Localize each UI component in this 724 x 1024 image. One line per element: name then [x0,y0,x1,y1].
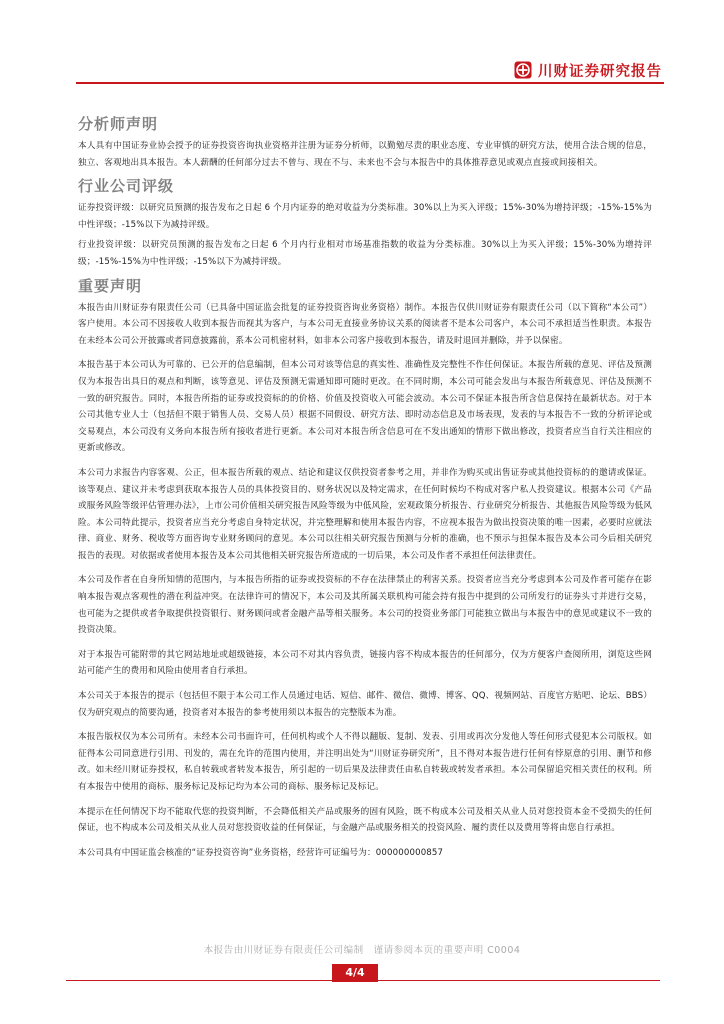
page-number-badge: 4/4 [332,964,378,982]
brand-name: 川财证券研究报告 [538,63,662,80]
security-rating-paragraph: 证券投资评级：以研究员预测的报告发布之日起 6 个月内证券的绝对收益为分类标准。30%以上为买入评级；15%-30%为增持评级；-15%-15%为中性评级；-15%以下为减持评级。 [78,203,652,230]
analyst-statement-section [78,113,652,171]
important-paragraph: 本公司关于本报告的提示（包括但不限于本公司工作人员通过电话、短信、邮件、微信、微博、博客、QQ、视频网站、百度官方贴吧、论坛、BBS）仅为研究观点的简要沟通，投资者对本报告的参考使用须以本报告的完整版本为准。 [78,691,652,718]
important-paragraph: 本报告基于本公司认为可靠的、已公开的信息编制，但本公司对该等信息的真实性、准确性及完整性不作任何保证。本报告所载的意见、评估及预测仅为本报告出具日的观点和判断，该等意见、评估及预测无需通知即可随时更改。在不同时期，本公司可能会发出与本报告所载意见、评估及预测不一致的研究报告。同时，本报告所指的证券或投资标的的价格、价值及投资收入可能会波动。本公司不保证本报告所含信息保持在最新状态。对于本公司其他专业人士（包括但不限于销售人员、交易人员）根据不同假设、研究方法、即时动态信息及市场表现，发表的与本报告不一致的分析评论或交易观点，本公司没有义务向本报告所有接收者进行更新。本公司对本报告所含信息可在不发出通知的情形下做出修改，投资者应当自行关注相应的更新或修改。 [78,360,652,454]
chuancai-logo-icon [514,61,532,79]
important-paragraph: 本公司及作者在自身所知情的范围内，与本报告所指的证券或投资标的不存在法律禁止的利害关系。投资者应当充分考虑到本公司及作者可能存在影响本报告观点客观性的潜在利益冲突。在法律许可的情况下，本公司及其所属关联机构可能会持有报告中提到的公司所发行的证券头寸并进行交易，也可能为之提供或者争取提供投资银行、财务顾问或者金融产品等相关服务。本公司的投资业务部门可能独立做出与本报告中的意见或建议不一致的投资决策。 [78,575,652,636]
rating-section [78,175,652,270]
important-paragraph: 本报告由川财证券有限责任公司（已具备中国证监会批复的证券投资咨询业务资格）制作。本报告仅供川财证券有限责任公司（以下简称“本公司”）客户使用。本公司不因接收人收到本报告而视其为客户，与本公司无直接业务协议关系的阅读者不是本公司客户，本公司不承担适当性职责。本报告在未经本公司公开披露或者同意披露前，系本公司机密材料，如非本公司客户接收到本报告，请及时退回并删除，并予以保密。 [78,302,652,346]
analyst-statement-paragraph: 本人具有中国证券业协会授予的证券投资咨询执业资格并注册为证券分析师，以勤勉尽责的职业态度、专业审慎的研究方法，使用合法合规的信息，独立、客观地出具本报告。本人薪酬的任何部分过去不曾与、现在不与、未来也不会与本报告中的具体推荐意见或观点直接或间接相关。 [78,141,652,168]
analyst-statement-title: 分析师声明 [78,115,159,133]
industry-rating-paragraph: 行业投资评级：以研究员预测的报告发布之日起 6 个月内行业相对市场基准指数的收益为分类标准。30%以上为买入评级；15%-30%为增持评级；-15%-15%为中性评级；-15%以下为减持评级。 [78,240,652,267]
document-body [78,113,652,869]
header-divider [76,82,664,84]
footer-disclaimer: 本报告由川财证券有限责任公司编制 谨请参阅本页的重要声明 C0004 [203,945,521,956]
rating-title: 行业公司评级 [78,177,175,196]
page-header [0,0,724,90]
important-paragraph: 本公司力求报告内容客观、公正，但本报告所载的观点、结论和建议仅供投资者参考之用，并非作为购买或出售证券或其他投资标的的邀请或保证。该等观点、建议并未考虑到获取本报告人员的具体投资目的、财务状况以及特定需求，在任何时候均不构成对客户私人投资建议。根据本公司《产品或服务风险等级评估管理办法》，上市公司价值相关研究报告风险等级为中低风险，宏观政策分析报告、行业研究分析报告、其他报告风险等级为低风险。本公司特此提示，投资者应当充分考虑自身特定状况，并完整理解和使用本报告内容，不应视本报告为做出投资决策的唯一因素，必要时应就法律、商业、财务、税收等方面咨询专业财务顾问的意见。本公司以往相关研究报告预测与分析的准确，也不预示与担保本报告及本公司今后相关研究报告的表现。对依据或者使用本报告及本公司其他相关研究报告所造成的一切后果，本公司及作者不承担任何法律责任。 [78,467,652,561]
important-paragraph: 本提示在任何情况下均不能取代您的投资判断，不会降低相关产品或服务的固有风险，既不构成本公司及相关从业人员对您投资本金不受损失的任何保证，也不构成本公司及相关从业人员对您投资收益的任何保证，与金融产品或服务相关的投资风险、履约责任以及费用等将由您自行承担。 [78,806,652,834]
important-paragraph: 对于本报告可能附带的其它网站地址或超级链接，本公司不对其内容负责，链接内容不构成本报告的任何部分，仅为方便客户查阅所用，浏览这些网站可能产生的费用和风险由使用者自行承担。 [78,649,652,677]
license-paragraph: 本公司具有中国证监会核准的“证券投资咨询”业务资格，经营许可证编号为：000000000857 [78,847,444,858]
important-statement-title: 重要声明 [78,276,143,295]
important-paragraph: 本报告版权仅为本公司所有。未经本公司书面许可，任何机构或个人不得以翻版、复制、发表、引用或再次分发他人等任何形式侵犯本公司版权。如征得本公司同意进行引用、刊发的，需在允许的范围内使用，并注明出处为“川财证券研究所”，且不得对本报告进行任何有悖原意的引用、删节和修改。如未经川财证券授权，私自转载或者转发本报告，所引起的一切后果及法律责任由私自转载或转发者承担。本公司保留追究相关责任的权利。所有本报告中使用的商标、服务标记及标记均为本公司的商标、服务标记及标记。 [78,732,652,792]
important-statement-section [78,275,652,862]
brand [514,60,662,80]
